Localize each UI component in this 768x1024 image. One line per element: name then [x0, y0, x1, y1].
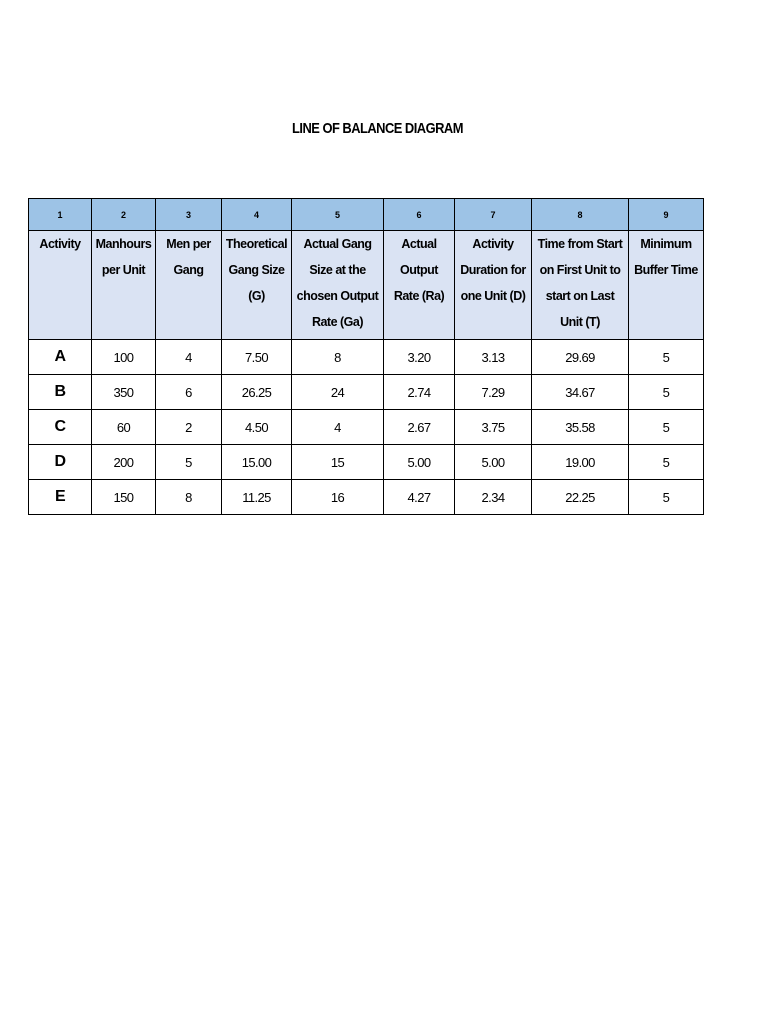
activity-cell: A	[29, 340, 92, 375]
table-cell: 2.74	[384, 375, 455, 410]
table-cell: 7.50	[222, 340, 292, 375]
table-cell: 5	[629, 445, 704, 480]
table-cell: 3.13	[455, 340, 532, 375]
column-number-cell: 2	[92, 199, 156, 231]
table-cell: 24	[292, 375, 384, 410]
table-cell: 8	[156, 480, 222, 515]
header-actual-gang-size: Actual Gang Size at the chosen Output Rate (Ga)	[292, 231, 384, 340]
header-time-start-first-to-last: Time from Start on First Unit to start on Last Unit (T)	[532, 231, 629, 340]
table-cell: 2.67	[384, 410, 455, 445]
column-number-cell: 8	[532, 199, 629, 231]
table-cell: 5	[629, 375, 704, 410]
table-cell: 5	[629, 480, 704, 515]
table-row	[29, 340, 704, 375]
table-row	[29, 410, 704, 445]
column-number-cell: 1	[29, 199, 92, 231]
column-number-row	[29, 199, 704, 231]
table-cell: 2.34	[455, 480, 532, 515]
table-cell: 5	[156, 445, 222, 480]
header-manhours-per-unit: Manhours per Unit	[92, 231, 156, 340]
document-title: LINE OF BALANCE DIAGRAM	[292, 120, 463, 137]
table-cell: 6	[156, 375, 222, 410]
table-cell: 3.20	[384, 340, 455, 375]
table-cell: 35.58	[532, 410, 629, 445]
table-cell: 3.75	[455, 410, 532, 445]
table-cell: 4	[156, 340, 222, 375]
table-cell: 4.27	[384, 480, 455, 515]
table-cell: 150	[92, 480, 156, 515]
table-cell: 22.25	[532, 480, 629, 515]
table-cell: 5	[629, 410, 704, 445]
table-cell: 4	[292, 410, 384, 445]
column-number-cell: 6	[384, 199, 455, 231]
table-cell: 16	[292, 480, 384, 515]
table-row	[29, 375, 704, 410]
header-activity-duration: Activity Duration for one Unit (D)	[455, 231, 532, 340]
table-cell: 19.00	[532, 445, 629, 480]
header-theoretical-gang-size: Theoretical Gang Size (G)	[222, 231, 292, 340]
activity-cell: D	[29, 445, 92, 480]
activity-cell: C	[29, 410, 92, 445]
table-cell: 100	[92, 340, 156, 375]
table-cell: 200	[92, 445, 156, 480]
column-number-cell: 5	[292, 199, 384, 231]
activity-cell: E	[29, 480, 92, 515]
header-minimum-buffer-time: Minimum Buffer Time	[629, 231, 704, 340]
table-row	[29, 445, 704, 480]
activity-cell: B	[29, 375, 92, 410]
table-cell: 4.50	[222, 410, 292, 445]
table-cell: 5.00	[384, 445, 455, 480]
table-cell: 34.67	[532, 375, 629, 410]
table-cell: 26.25	[222, 375, 292, 410]
table-cell: 11.25	[222, 480, 292, 515]
table-cell: 2	[156, 410, 222, 445]
table-cell: 29.69	[532, 340, 629, 375]
table-cell: 8	[292, 340, 384, 375]
column-number-cell: 9	[629, 199, 704, 231]
column-number-cell: 7	[455, 199, 532, 231]
column-number-cell: 4	[222, 199, 292, 231]
table-cell: 60	[92, 410, 156, 445]
table-cell: 5	[629, 340, 704, 375]
header-row	[29, 231, 704, 340]
table-cell: 15	[292, 445, 384, 480]
table-cell: 5.00	[455, 445, 532, 480]
table-cell: 7.29	[455, 375, 532, 410]
line-of-balance-table	[28, 198, 704, 515]
table-cell: 350	[92, 375, 156, 410]
table-row	[29, 480, 704, 515]
header-actual-output-rate: Actual Output Rate (Ra)	[384, 231, 455, 340]
table-cell: 15.00	[222, 445, 292, 480]
column-number-cell: 3	[156, 199, 222, 231]
header-activity: Activity	[29, 231, 92, 340]
header-men-per-gang: Men per Gang	[156, 231, 222, 340]
